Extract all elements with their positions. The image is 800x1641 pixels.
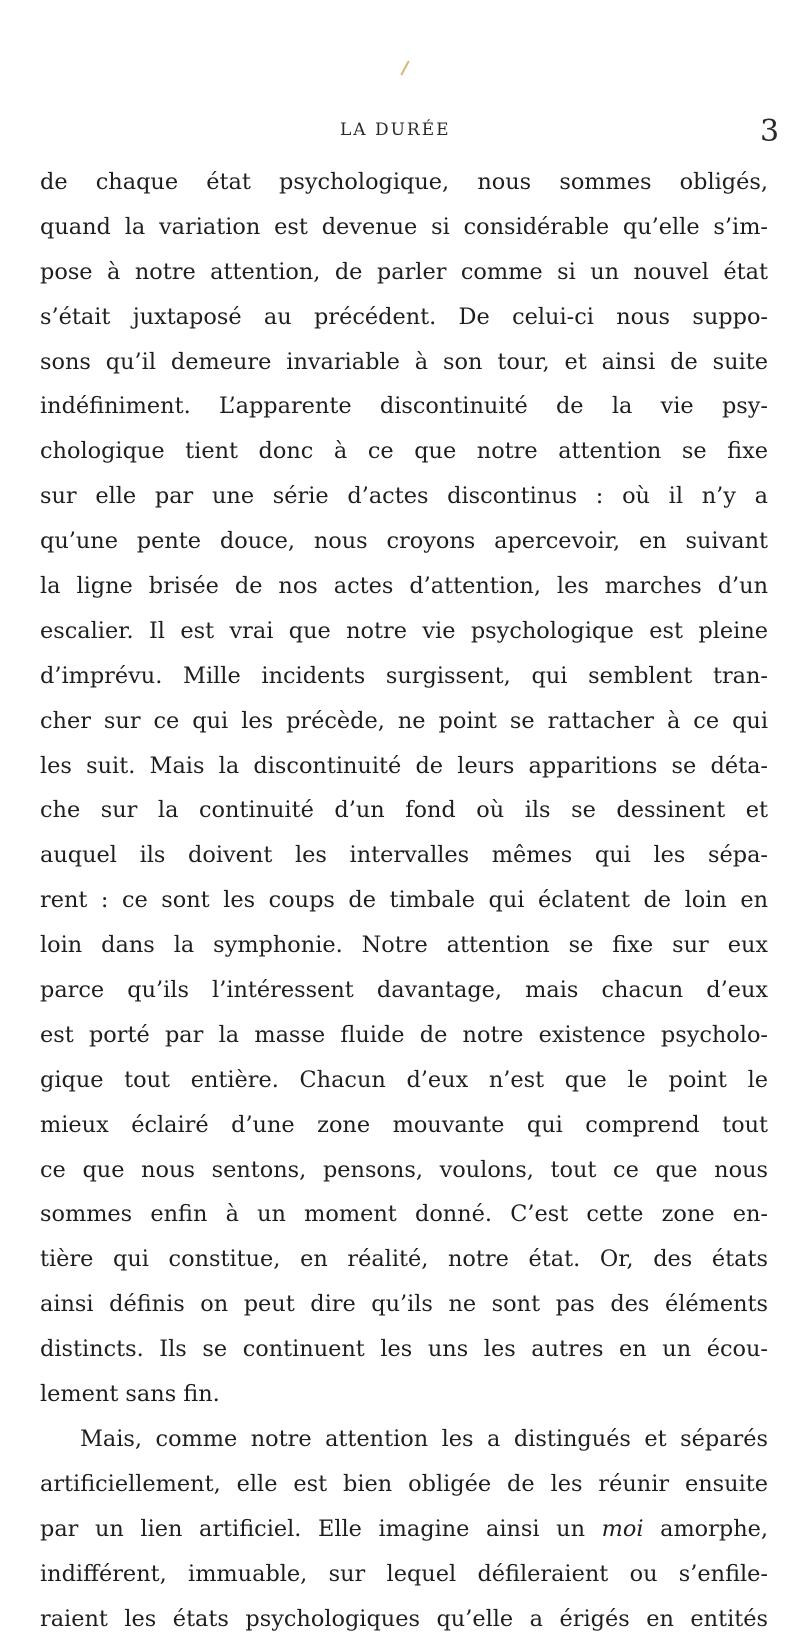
text-line: s’était juxtaposé au précédent. De celui-ci nous suppo-	[40, 295, 768, 340]
text-line: de chaque état psychologique, nous sommes obligés,	[40, 160, 768, 205]
stray-pencil-mark	[400, 60, 409, 75]
text-line: artificiellement, elle est bien obligée de les réunir ensuite	[40, 1462, 768, 1507]
text-line: sommes enfin à un moment donné. C’est cette zone en-	[40, 1192, 768, 1237]
text-line: indifférent, immuable, sur lequel défileraient ou s’enfile-	[40, 1552, 768, 1597]
running-title: LA DURÉE	[340, 120, 451, 140]
text-line: cher sur ce qui les précède, ne point se rattacher à ce qui	[40, 699, 768, 744]
text-fragment: par un lien artificiel. Elle imagine ainsi un	[40, 1516, 602, 1542]
text-fragment: amorphe,	[644, 1516, 768, 1542]
text-line: Mais, comme notre attention les a distingués et séparés	[40, 1417, 768, 1462]
text-line: auquel ils doivent les intervalles mêmes qui les sépa-	[40, 833, 768, 878]
text-line: d’imprévu. Mille incidents surgissent, qui semblent tran-	[40, 654, 768, 699]
text-line: chologique tient donc à ce que notre attention se fixe	[40, 429, 768, 474]
page-number: 3	[760, 114, 779, 149]
text-line: lement sans fin.	[40, 1372, 768, 1417]
text-line: tière qui constitue, en réalité, notre état. Or, des états	[40, 1237, 768, 1282]
text-line: sur elle par une série d’actes discontinus : où il n’y a	[40, 474, 768, 519]
text-line: gique tout entière. Chacun d’eux n’est que le point le	[40, 1058, 768, 1103]
text-line: parce qu’ils l’intéressent davantage, mais chacun d’eux	[40, 968, 768, 1013]
text-line: indéfiniment. L’apparente discontinuité de la vie psy-	[40, 384, 768, 429]
text-line: escalier. Il est vrai que notre vie psychologique est pleine	[40, 609, 768, 654]
text-line: ce que nous sentons, pensons, voulons, tout ce que nous	[40, 1148, 768, 1193]
text-line: raient les états psychologiques qu’elle a érigés en entités	[40, 1597, 768, 1641]
text-line: qu’une pente douce, nous croyons apercevoir, en suivant	[40, 519, 768, 564]
text-line: la ligne brisée de nos actes d’attention, les marches d’un	[40, 564, 768, 609]
text-line: pose à notre attention, de parler comme si un nouvel état	[40, 250, 768, 295]
text-line: sons qu’il demeure invariable à son tour, et ainsi de suite	[40, 340, 768, 385]
italic-word: moi	[602, 1516, 644, 1542]
text-line: loin dans la symphonie. Notre attention se fixe sur eux	[40, 923, 768, 968]
text-line-with-italic	[40, 1507, 768, 1552]
body-text	[40, 160, 768, 1641]
running-head	[0, 116, 800, 152]
text-line: quand la variation est devenue si considérable qu’elle s’im-	[40, 205, 768, 250]
text-line: les suit. Mais la discontinuité de leurs apparitions se déta-	[40, 744, 768, 789]
text-line: est porté par la masse fluide de notre existence psycholo-	[40, 1013, 768, 1058]
text-line: che sur la continuité d’un fond où ils se dessinent et	[40, 788, 768, 833]
text-line: distincts. Ils se continuent les uns les autres en un écou-	[40, 1327, 768, 1372]
text-line: mieux éclairé d’une zone mouvante qui comprend tout	[40, 1103, 768, 1148]
text-line: rent : ce sont les coups de timbale qui éclatent de loin en	[40, 878, 768, 923]
text-line: ainsi définis on peut dire qu’ils ne sont pas des éléments	[40, 1282, 768, 1327]
